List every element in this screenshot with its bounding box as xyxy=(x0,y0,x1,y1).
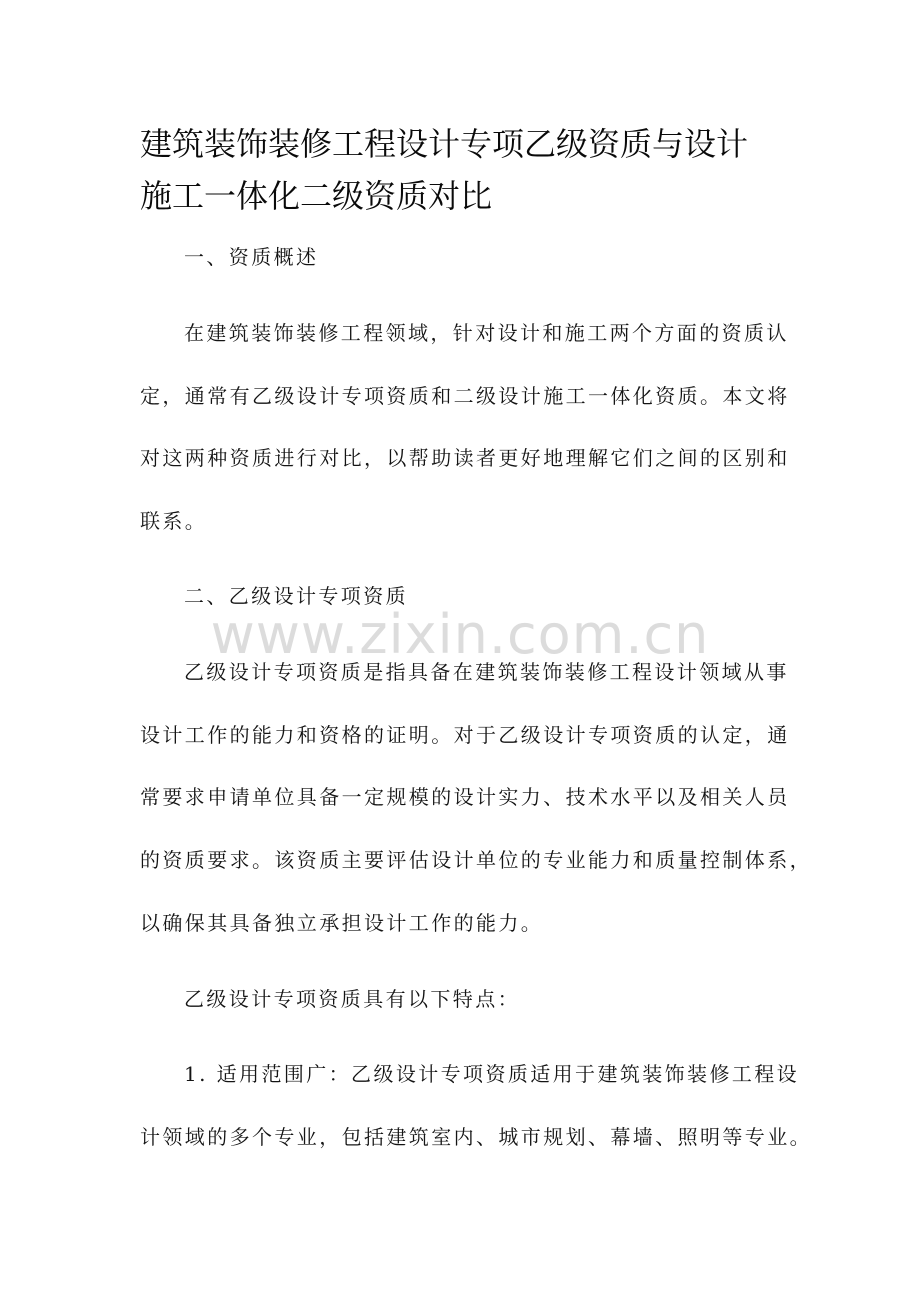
title-line-1: 建筑装饰装修工程设计专项乙级资质与设计 xyxy=(140,125,749,163)
watermark-text: www.zixin.com.cn xyxy=(210,603,710,666)
section-heading-grade-b-design: 二、乙级设计专项资质 xyxy=(184,584,408,608)
paragraph-line: 设计工作的能力和资格的证明。对于乙级设计专项资质的认定，通 xyxy=(140,723,790,747)
paragraph-line: 以确保其具备独立承担设计工作的能力。 xyxy=(140,911,544,935)
paragraph-line: 定，通常有乙级设计专项资质和二级设计施工一体化资质。本文将 xyxy=(140,384,790,408)
paragraph-line: 联系。 xyxy=(140,509,208,533)
title-line-2: 施工一体化二级资质对比 xyxy=(140,177,493,215)
paragraph-line: 常要求申请单位具备一定规模的设计实力、技术水平以及相关人员 xyxy=(140,785,790,809)
paragraph-line: 乙级设计专项资质是指具备在建筑装饰装修工程设计领域从事 xyxy=(184,660,789,684)
document-title xyxy=(140,118,780,222)
paragraph-line: 的资质要求。该资质主要评估设计单位的专业能力和质量控制体系， xyxy=(140,848,812,872)
features-intro: 乙级设计专项资质具有以下特点： xyxy=(184,987,520,1011)
section-heading-overview: 一、资质概述 xyxy=(184,245,319,269)
paragraph-line: 对这两种资质进行对比，以帮助读者更好地理解它们之间的区别和 xyxy=(140,446,790,470)
list-item-1-line-1: 1. 适用范围广：乙级设计专项资质适用于建筑装饰装修工程设 xyxy=(184,1062,800,1086)
list-item-1-line-2: 计领域的多个专业，包括建筑室内、城市规划、幕墙、照明等专业。 xyxy=(140,1125,812,1149)
paragraph-line: 在建筑装饰装修工程领域，针对设计和施工两个方面的资质认 xyxy=(184,321,789,345)
